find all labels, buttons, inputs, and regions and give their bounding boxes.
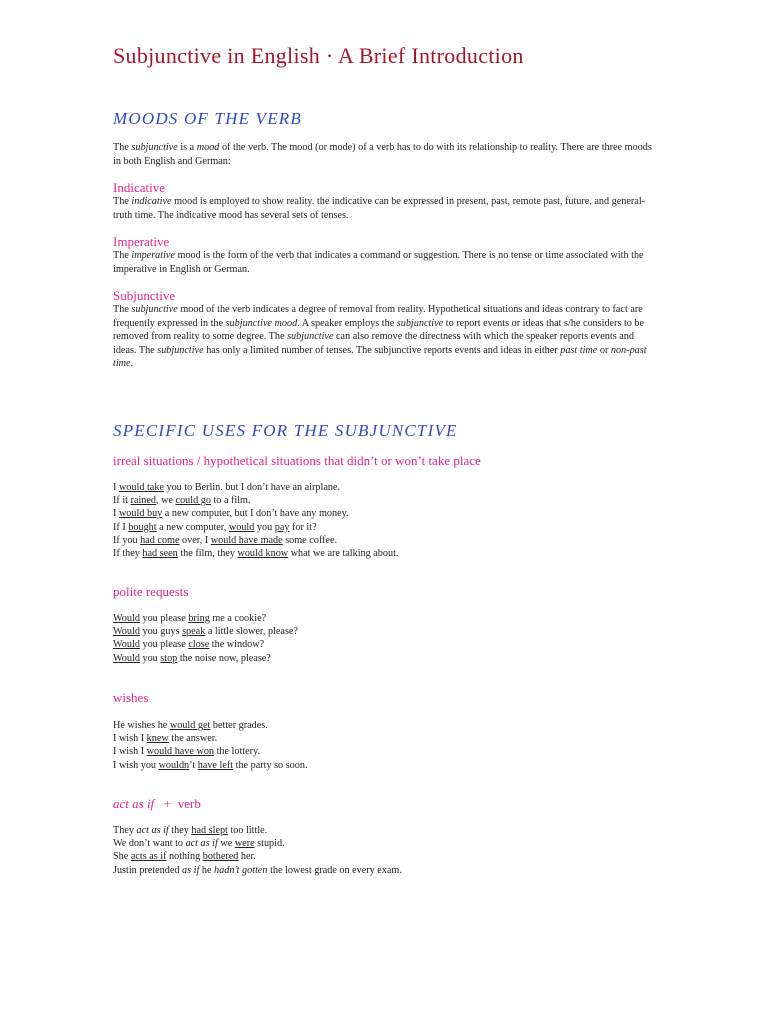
underlined-verb: close (188, 639, 210, 651)
underlined-verb: would have won (146, 746, 215, 758)
wishes-examples-list (113, 719, 658, 772)
italic-term: subjunctive (287, 331, 334, 343)
underlined-verb: rained (130, 495, 157, 507)
moods-intro-paragraph: The subjunctive is a mood of the verb. The mood (or mode) of a verb has to do with its relationship to reality. There are three moods in both English and German: (113, 142, 652, 167)
underlined-verb: have left (197, 759, 234, 771)
example-sentence: I wish you wouldn’t have left the party so soon. (113, 759, 308, 771)
example-sentence: I wish I would have won the lottery. (113, 746, 261, 758)
italic-term: mood (196, 142, 220, 153)
example-sentence: I wish I knew the answer. (113, 733, 218, 745)
example-sentence: They act as if they had slept too little. (113, 825, 268, 836)
subjunctive-heading: Subjunctive (113, 288, 176, 303)
underlined-verb: had seen (142, 548, 178, 560)
polite-requests-heading: polite requests (113, 584, 189, 599)
example-sentence: If they had seen the film, they would know what we are talking about. (113, 548, 399, 560)
underlined-verb: speak (182, 626, 206, 638)
page-title: Subjunctive in English · A Brief Introduction (113, 43, 524, 68)
italic-term: non-past time (113, 344, 647, 370)
underlined-verb: Would (113, 626, 140, 638)
underlined-verb: stop (160, 652, 178, 664)
italic-term: act as if (136, 825, 169, 836)
italic-term: subjunctive (157, 344, 204, 356)
polite-examples-list (113, 612, 658, 665)
example-sentence: If you had come over, I would have made some coffee. (113, 534, 338, 546)
indicative-heading: Indicative (113, 180, 165, 195)
underlined-verb: had come (140, 534, 180, 546)
example-sentence: Would you stop the noise now, please? (113, 652, 271, 664)
irreal-examples-list (113, 481, 658, 560)
underlined-verb: bothered (202, 851, 239, 863)
underlined-verb: Would (113, 652, 140, 664)
act-as-if-heading (113, 796, 201, 812)
underlined-verb: would take (118, 482, 164, 493)
example-sentence: We don’t want to act as if we were stupid. (113, 838, 285, 850)
plus-sign: + (163, 796, 172, 811)
underlined-verb: could go (175, 495, 211, 507)
indicative-paragraph: The indicative mood is employed to show reality. the indicative can be expressed in present, past, remote past, future, and general-truth time. The indicative mood has several sets of tenses. (113, 196, 646, 221)
underlined-verb: would buy (118, 508, 163, 520)
italic-term: indicative (131, 196, 172, 207)
underlined-verb: would get (169, 720, 211, 731)
example-sentence: Would you please close the window? (113, 639, 265, 651)
underlined-verb: wouldn (158, 759, 190, 771)
underlined-verb: bring (188, 613, 210, 624)
imperative-paragraph: The imperative mood is the form of the verb that indicates a command or suggestion. There is no tense or time associated with the imperative in English or German. (113, 250, 644, 275)
subjunctive-paragraph: The subjunctive mood of the verb indicates a degree of removal from reality. Hypothetical situations and ideas contrary to fact are frequently expressed in the subjunctive mood. A speaker employs the subjunctive to report events or ideas that s/he considers to be removed from reality to some degree. The subjunctive can also remove the directness with which the speaker reports events and ideas. The subjunctive has only a limited number of tenses. The subjunctive reports events and ideas in either past time or non-past time. (113, 304, 647, 370)
underlined-verb: had slept (191, 825, 228, 836)
example-sentence: If I bought a new computer, would you pay for it? (113, 521, 317, 533)
imperative-heading: Imperative (113, 234, 170, 249)
underlined-verb: acts as if (130, 851, 167, 863)
underlined-verb: were (234, 838, 255, 850)
section-heading-uses: SPECIFIC USES FOR THE SUBJUNCTIVE (113, 421, 458, 440)
underlined-verb: knew (146, 733, 169, 745)
example-sentence: I would take you to Berlin. but I don’t have an airplane. (113, 482, 341, 493)
act-as-if-examples-list (113, 824, 658, 877)
underlined-verb: pay (274, 521, 290, 533)
act-as-if-label: act as if (113, 796, 155, 811)
example-sentence: He wishes he would get better grades. (113, 720, 268, 731)
example-sentence: If it rained, we could go to a film. (113, 495, 251, 507)
underlined-verb: bought (128, 521, 157, 533)
underlined-verb: would (228, 521, 255, 533)
italic-term: hadn’t gotten (214, 864, 268, 876)
underlined-verb: would know (237, 548, 289, 560)
italic-term: act as if (185, 838, 218, 850)
verb-label: verb (177, 796, 201, 811)
italic-term: past time (560, 344, 598, 356)
italic-term: subjunctive mood (225, 317, 298, 329)
underlined-verb: Would (113, 639, 140, 651)
underlined-verb: would have made (210, 534, 283, 546)
example-sentence: I would buy a new computer, but I don’t have any money. (113, 508, 349, 520)
example-sentence: Would you please bring me a cookie? (113, 613, 267, 624)
italic-term: imperative (131, 250, 175, 261)
example-sentence: She acts as if nothing bothered her. (113, 851, 256, 863)
italic-term: subjunctive (131, 142, 178, 153)
wishes-heading: wishes (113, 690, 149, 705)
irreal-heading: irreal situations / hypothetical situations that didn’t or won’t take place (113, 453, 481, 468)
section-heading-moods: MOODS OF THE VERB (113, 109, 302, 128)
italic-term: subjunctive (396, 317, 444, 329)
example-sentence: Would you guys speak a little slower, please? (113, 626, 298, 638)
underlined-verb: Would (113, 613, 140, 624)
italic-term: as if (182, 864, 200, 876)
italic-term: subjunctive (131, 304, 178, 315)
example-sentence: Justin pretended as if he hadn’t gotten the lowest grade on every exam. (113, 864, 402, 876)
